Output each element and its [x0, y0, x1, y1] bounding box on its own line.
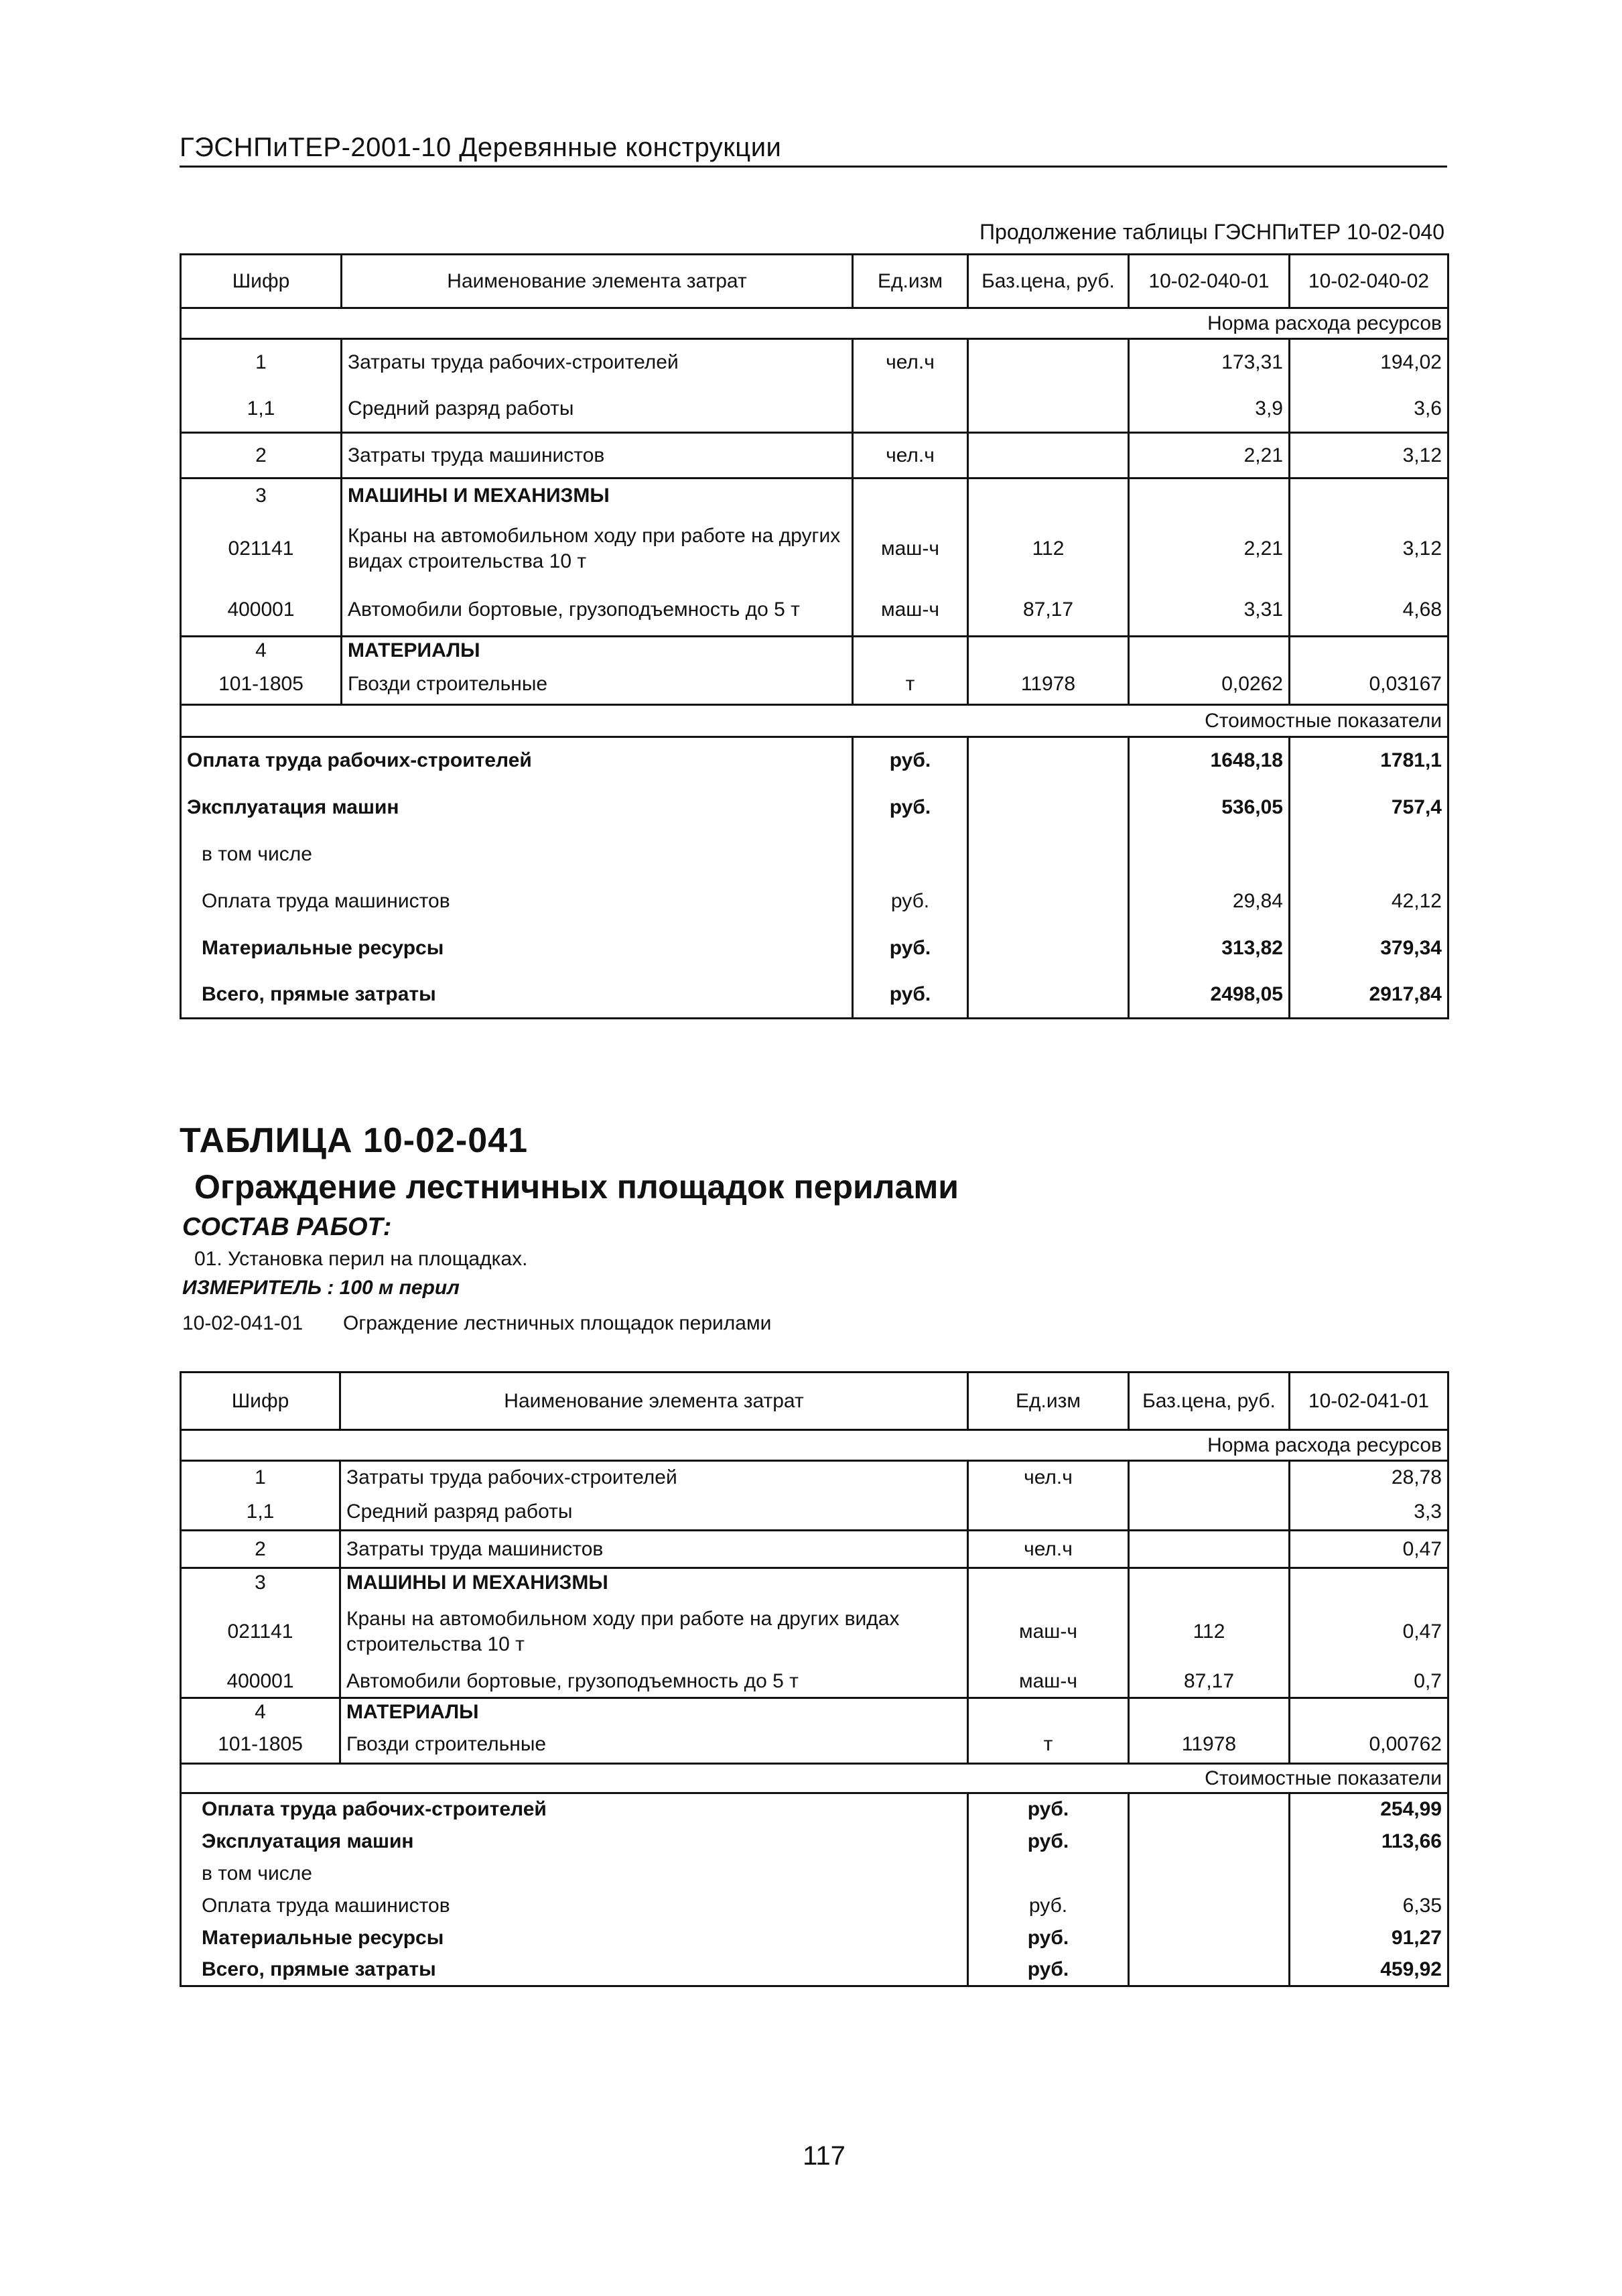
cost-value-2: 42,12 — [1290, 878, 1448, 925]
row-price: 112 — [968, 513, 1129, 584]
cost-value-2 — [1290, 831, 1448, 878]
cost-row — [181, 1922, 1448, 1954]
cost-name: Всего, прямые затраты — [181, 1954, 968, 1986]
cost-unit: руб. — [968, 1954, 1129, 1986]
row-price — [968, 386, 1129, 433]
measure — [182, 1277, 460, 1299]
row-unit: т — [968, 1726, 1129, 1764]
row-name: Краны на автомобильном ходу при работе на других видах строительства 10 т — [340, 1598, 968, 1666]
header-unit: Ед.изм — [853, 255, 968, 308]
header-name: Наименование элемента затрат — [340, 1373, 968, 1430]
table-row — [181, 665, 1448, 705]
cost-row — [181, 737, 1448, 784]
row-unit: чел.ч — [853, 433, 968, 479]
cost-unit — [853, 831, 968, 878]
cost-value-1: 29,84 — [1129, 878, 1290, 925]
cost-value-2: 2917,84 — [1290, 972, 1448, 1019]
row-price — [968, 433, 1129, 479]
cost-value-1: 459,92 — [1290, 1954, 1448, 1986]
cost-name: Оплата труда машинистов — [181, 878, 853, 925]
row-unit — [853, 386, 968, 433]
cost-unit: руб. — [853, 972, 968, 1019]
row-value-1: 0,00762 — [1290, 1726, 1448, 1764]
cost-name: Оплата труда рабочих-строителей — [181, 1793, 968, 1826]
row-code: 3 — [181, 1568, 340, 1598]
row-value-1 — [1290, 1698, 1448, 1726]
row-value-2: 3,12 — [1290, 433, 1448, 479]
row-value-1 — [1290, 1568, 1448, 1598]
cost-value-1: 91,27 — [1290, 1922, 1448, 1954]
cost-unit: руб. — [968, 1922, 1129, 1954]
cost-name: Эксплуатация машин — [181, 1826, 968, 1858]
row-unit — [968, 1568, 1129, 1598]
row-code: 1,1 — [181, 1494, 340, 1531]
header-col2: 10-02-040-02 — [1290, 255, 1448, 308]
row-code: 4 — [181, 637, 342, 665]
table-row — [181, 1598, 1448, 1666]
row-name: Затраты труда рабочих-строителей — [340, 1461, 968, 1494]
row-unit: маш-ч — [853, 584, 968, 637]
cost-value-1: 1648,18 — [1129, 737, 1290, 784]
table-row — [181, 637, 1448, 665]
table-row — [181, 1461, 1448, 1494]
row-name: Краны на автомобильном ходу при работе на других видах строительства 10 т — [342, 513, 853, 584]
cost-value-1 — [1129, 831, 1290, 878]
cost-value-1: 113,66 — [1290, 1826, 1448, 1858]
cost-value-1: 313,82 — [1129, 925, 1290, 972]
cost-row — [181, 925, 1448, 972]
rate-code-name: Ограждение лестничных площадок перилами — [343, 1312, 772, 1334]
cost-label: Стоимостные показатели — [181, 1764, 1448, 1793]
cost-value-2: 379,34 — [1290, 925, 1448, 972]
cost-unit: руб. — [968, 1826, 1129, 1858]
row-value-1 — [1129, 479, 1290, 513]
row-code: 3 — [181, 479, 342, 513]
cost-price-empty — [1129, 1922, 1290, 1954]
cost-price-empty — [968, 925, 1129, 972]
cost-value-2: 757,4 — [1290, 784, 1448, 831]
row-code: 2 — [181, 433, 342, 479]
row-code: 1 — [181, 1461, 340, 1494]
row-value-1: 0,7 — [1290, 1666, 1448, 1698]
row-price — [1129, 1531, 1290, 1568]
row-unit — [968, 1494, 1129, 1531]
row-value-1: 28,78 — [1290, 1461, 1448, 1494]
row-value-1: 0,47 — [1290, 1531, 1448, 1568]
measure-label: ИЗМЕРИТЕЛЬ : — [182, 1277, 334, 1299]
row-unit: маш-ч — [968, 1666, 1129, 1698]
cost-row — [181, 972, 1448, 1019]
cost-price-empty — [968, 737, 1129, 784]
measure-value: 100 м перил — [339, 1277, 460, 1299]
header-price: Баз.цена, руб. — [1129, 1373, 1290, 1430]
header-price: Баз.цена, руб. — [968, 255, 1129, 308]
header-col1: 10-02-041-01 — [1290, 1373, 1448, 1430]
header-unit: Ед.изм — [968, 1373, 1129, 1430]
cost-label-row — [181, 705, 1448, 737]
cost-row — [181, 1890, 1448, 1922]
row-code: 021141 — [181, 513, 342, 584]
norm-label: Норма расхода ресурсов — [181, 308, 1448, 339]
row-value-2: 4,68 — [1290, 584, 1448, 637]
row-unit: маш-ч — [968, 1598, 1129, 1666]
row-price — [1129, 1461, 1290, 1494]
row-price: 87,17 — [1129, 1666, 1290, 1698]
running-header: ГЭСНПиТЕР-2001-10 Деревянные конструкции — [180, 133, 1447, 168]
row-value-2: 0,03167 — [1290, 665, 1448, 705]
row-name: МАШИНЫ И МЕХАНИЗМЫ — [342, 479, 853, 513]
table-row — [181, 339, 1448, 386]
cost-label-row — [181, 1764, 1448, 1793]
row-name: Затраты труда машинистов — [342, 433, 853, 479]
table-row — [181, 1666, 1448, 1698]
row-name: Средний разряд работы — [340, 1494, 968, 1531]
table2-subtitle: Ограждение лестничных площадок перилами — [194, 1168, 959, 1206]
row-code: 2 — [181, 1531, 340, 1568]
table-row — [181, 1726, 1448, 1764]
cost-unit: руб. — [853, 925, 968, 972]
row-price — [1129, 1494, 1290, 1531]
cost-row — [181, 831, 1448, 878]
cost-price-empty — [968, 784, 1129, 831]
row-price: 11978 — [1129, 1726, 1290, 1764]
row-value-1: 0,47 — [1290, 1598, 1448, 1666]
cost-price-empty — [1129, 1954, 1290, 1986]
row-name: Гвозди строительные — [340, 1726, 968, 1764]
row-value-1: 2,21 — [1129, 513, 1290, 584]
row-value-2: 194,02 — [1290, 339, 1448, 386]
row-price — [968, 339, 1129, 386]
row-value-1: 3,31 — [1129, 584, 1290, 637]
cost-name: в том числе — [181, 1858, 968, 1890]
table-row — [181, 1494, 1448, 1531]
rate-code: 10-02-041-01 — [182, 1312, 303, 1334]
cost-unit — [968, 1858, 1129, 1890]
cost-unit: руб. — [968, 1793, 1129, 1826]
cost-price-empty — [1129, 1826, 1290, 1858]
header-col1: 10-02-040-01 — [1129, 255, 1290, 308]
table-continued-caption: Продолжение таблицы ГЭСНПиТЕР 10-02-040 — [979, 220, 1444, 244]
row-value-2 — [1290, 479, 1448, 513]
cost-row — [181, 1858, 1448, 1890]
row-code: 1 — [181, 339, 342, 386]
header-code: Шифр — [181, 255, 342, 308]
table-row — [181, 433, 1448, 479]
row-unit — [853, 479, 968, 513]
row-name: МАТЕРИАЛЫ — [342, 637, 853, 665]
cost-value-2: 1781,1 — [1290, 737, 1448, 784]
row-name: Затраты труда машинистов — [340, 1531, 968, 1568]
row-code: 101-1805 — [181, 665, 342, 705]
row-unit: чел.ч — [968, 1461, 1129, 1494]
cost-name: Эксплуатация машин — [181, 784, 853, 831]
cost-unit: руб. — [968, 1890, 1129, 1922]
row-code: 400001 — [181, 1666, 340, 1698]
row-name: Автомобили бортовые, грузоподъемность до 5 т — [340, 1666, 968, 1698]
table-row — [181, 1698, 1448, 1726]
row-code: 101-1805 — [181, 1726, 340, 1764]
table-row — [181, 584, 1448, 637]
row-price — [1129, 1698, 1290, 1726]
page-number: 117 — [803, 2141, 846, 2171]
cost-price-empty — [968, 878, 1129, 925]
row-unit: чел.ч — [853, 339, 968, 386]
row-price: 11978 — [968, 665, 1129, 705]
cost-value-1: 536,05 — [1129, 784, 1290, 831]
table-10-02-041 — [180, 1371, 1449, 1987]
row-price: 87,17 — [968, 584, 1129, 637]
cost-value-1: 254,99 — [1290, 1793, 1448, 1826]
table-row — [181, 1568, 1448, 1598]
cost-row — [181, 1954, 1448, 1986]
norm-label: Норма расхода ресурсов — [181, 1430, 1448, 1461]
row-code: 021141 — [181, 1598, 340, 1666]
cost-unit: руб. — [853, 737, 968, 784]
row-price — [968, 479, 1129, 513]
cost-name: Материальные ресурсы — [181, 925, 853, 972]
row-name: Гвозди строительные — [342, 665, 853, 705]
row-name: Затраты труда рабочих-строителей — [342, 339, 853, 386]
table2-title: ТАБЛИЦА 10-02-041 — [180, 1121, 529, 1160]
cost-name: Материальные ресурсы — [181, 1922, 968, 1954]
cost-row — [181, 878, 1448, 925]
row-code: 400001 — [181, 584, 342, 637]
row-name: МАТЕРИАЛЫ — [340, 1698, 968, 1726]
row-unit: чел.ч — [968, 1531, 1129, 1568]
table-row — [181, 386, 1448, 433]
row-value-1: 173,31 — [1129, 339, 1290, 386]
table-row — [181, 1531, 1448, 1568]
cost-value-1: 6,35 — [1290, 1890, 1448, 1922]
cost-price-empty — [1129, 1890, 1290, 1922]
cost-value-1: 2498,05 — [1129, 972, 1290, 1019]
cost-price-empty — [1129, 1858, 1290, 1890]
rate-code-line — [182, 1312, 772, 1335]
row-value-1: 2,21 — [1129, 433, 1290, 479]
cost-name: Всего, прямые затраты — [181, 972, 853, 1019]
cost-row — [181, 1793, 1448, 1826]
row-value-1: 3,9 — [1129, 386, 1290, 433]
header-code: Шифр — [181, 1373, 340, 1430]
row-unit — [968, 1698, 1129, 1726]
cost-row — [181, 1826, 1448, 1858]
cost-label: Стоимостные показатели — [181, 705, 1448, 737]
sostav-label: СОСТАВ РАБОТ: — [182, 1213, 392, 1241]
row-code: 1,1 — [181, 386, 342, 433]
cost-name: Оплата труда рабочих-строителей — [181, 737, 853, 784]
cost-value-1 — [1290, 1858, 1448, 1890]
table-10-02-040 — [180, 253, 1449, 1019]
row-name: Автомобили бортовые, грузоподъемность до 5 т — [342, 584, 853, 637]
cost-row — [181, 784, 1448, 831]
row-price: 112 — [1129, 1598, 1290, 1666]
row-value-1: 0,0262 — [1129, 665, 1290, 705]
row-value-1 — [1129, 637, 1290, 665]
row-name: Средний разряд работы — [342, 386, 853, 433]
row-code: 4 — [181, 1698, 340, 1726]
table-row — [181, 479, 1448, 513]
header-name: Наименование элемента затрат — [342, 255, 853, 308]
row-value-2 — [1290, 637, 1448, 665]
cost-name: в том числе — [181, 831, 853, 878]
row-unit — [853, 637, 968, 665]
row-value-2: 3,12 — [1290, 513, 1448, 584]
cost-price-empty — [968, 831, 1129, 878]
cost-price-empty — [968, 972, 1129, 1019]
row-price — [1129, 1568, 1290, 1598]
cost-unit: руб. — [853, 784, 968, 831]
cost-price-empty — [1129, 1793, 1290, 1826]
table-row — [181, 513, 1448, 584]
row-price — [968, 637, 1129, 665]
row-unit: т — [853, 665, 968, 705]
row-value-1: 3,3 — [1290, 1494, 1448, 1531]
row-unit: маш-ч — [853, 513, 968, 584]
cost-unit: руб. — [853, 878, 968, 925]
work-step: 01. Установка перил на площадках. — [194, 1248, 528, 1270]
cost-name: Оплата труда машинистов — [181, 1890, 968, 1922]
row-value-2: 3,6 — [1290, 386, 1448, 433]
row-name: МАШИНЫ И МЕХАНИЗМЫ — [340, 1568, 968, 1598]
